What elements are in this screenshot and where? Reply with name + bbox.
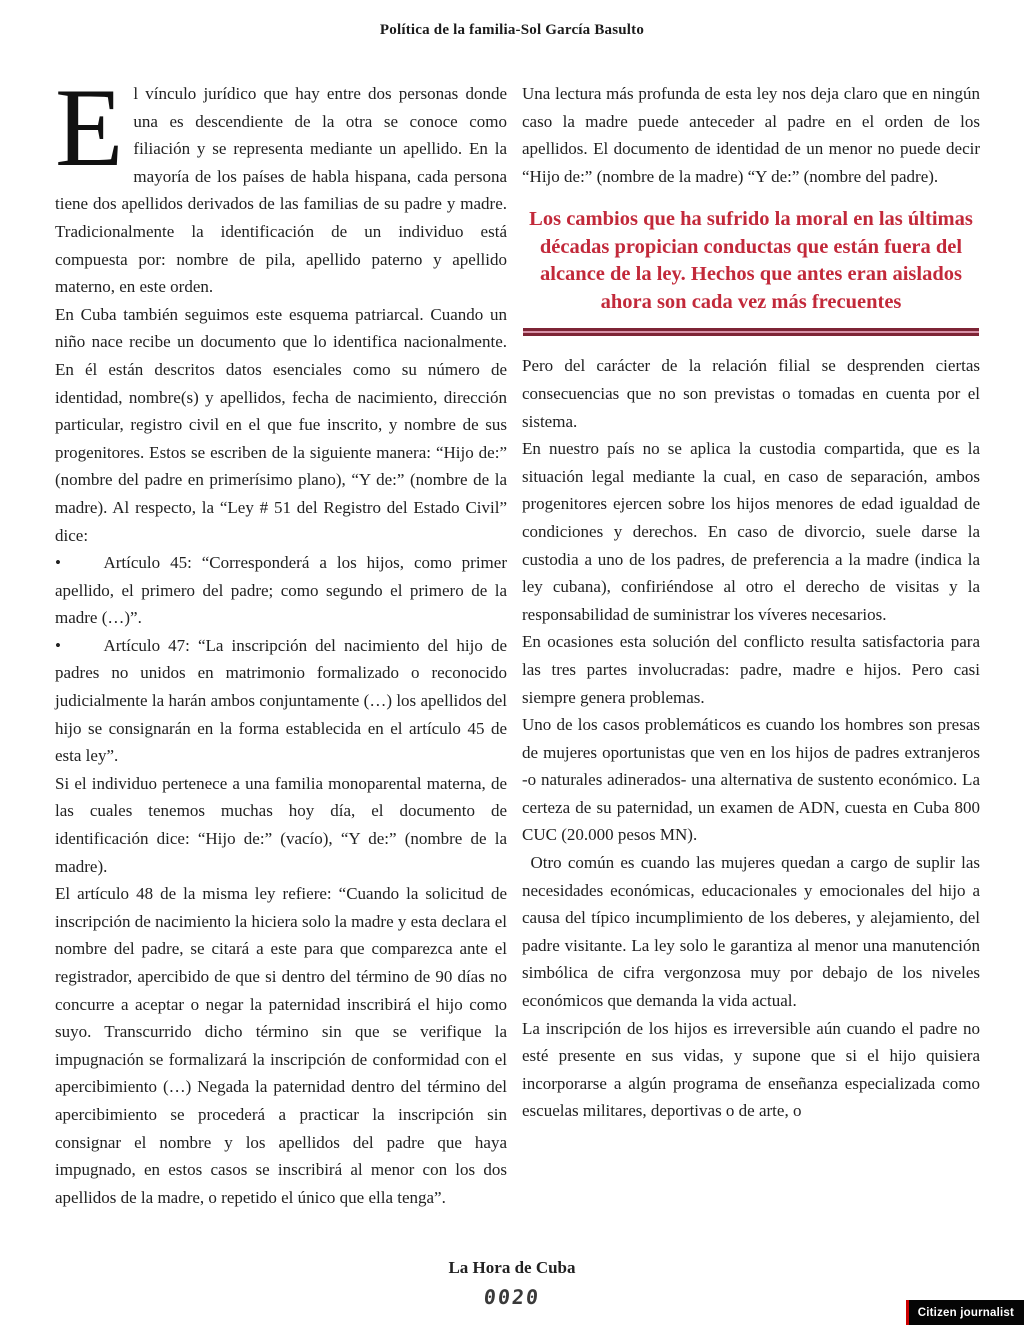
paragraph-intro	[55, 66, 507, 301]
bullet-item-articulo-45: • Artículo 45: “Corresponderá a los hijos, como primer apellido, el primero del padre; como segundo el primero de la madre (…)”.	[55, 553, 507, 628]
bullet-item-articulo-47: • Artículo 47: “La inscripción del nacimiento del hijo de padres no unidos en matrimonio formalizado o reconocido judicialmente la harán ambos conjuntamente (…) los apellidos del hijo se consignarán en la forma establecida en el artículo 45 de esta ley”.	[55, 635, 507, 766]
badge-label: Citizen journalist	[917, 1306, 1014, 1319]
page-title: Política de la familia-Sol García Basulto	[379, 22, 645, 38]
paragraph: En nuestro país no se aplica la custodia compartida, que es la situación legal mediante la cual, en caso de separación, ambos progenitores ejercen sobre los hijos menores de edad igualdad de condiciones y derechos. En caso de divorcio, suele darse la custodia a uno de los padres, de preferencia a la madre (indica la ley cubana), confiriéndose al otro el derecho de visitas y la responsabilidad de suministrar los víveres necesarios.	[522, 439, 980, 624]
paragraph: En Cuba también seguimos este esquema patriarcal. Cuando un niño nace recibe un documento que lo identifica nacionalmente. En él están descritos datos esenciales como su número de identidad, nombre(s) y apellidos, fecha de nacimiento, dirección particular, registro civil en el que fue inscrito, y nombre de sus progenitores. Estos se escriben de la siguiente manera: “Hijo de:” (nombre del padre en primerísimo plano), “Y de:” (nombre de la madre). Al respecto, la “Ley # 51 del Registro del Estado Civil” dice:	[55, 304, 507, 545]
paragraph-intro-text: l vínculo jurídico que hay entre dos personas donde una es descendiente de la otra se conoce como filiación y se representa mediante un apellido. En la mayoría de los países de habla hispana, cada persona tiene dos apellidos derivados de las familias de su padre y madre. Tradicionalmente la identificación de un individuo está compuesta por: nombre de pila, apellido paterno y apellido materno, en este orden.	[55, 84, 507, 297]
article-right-column	[522, 80, 980, 1125]
paragraph: Otro común es cuando las mujeres quedan a cargo de suplir las necesidades económicas, educacionales y emocionales del hijo a causa del típico incumplimiento de los deberes, y alejamiento, del padre visitante. La ley solo le garantiza al menor una manutención simbólica de cifra vergonzosa muy por debajo de los niveles económicos que demanda la vida actual.	[522, 853, 980, 1011]
paragraph: Una lectura más profunda de esta ley nos deja claro que en ningún caso la madre puede anteceder al padre en el orden de los apellidos. El documento de identidad de un menor no puede decir “Hijo de:” (nombre de la madre) “Y de:” (nombre del padre).	[522, 84, 980, 186]
paragraph: La inscripción de los hijos es irreversible aún cuando el padre no esté presente en sus vidas, y supone que si el hijo quisiera incorporarse a algún programa de enseñanza especializada como escuelas militares, deportivas o de arte, o	[522, 1018, 980, 1121]
article-left-column	[55, 66, 507, 1211]
paragraph: Si el individuo pertenece a una familia monoparental materna, de las cuales tenemos muchas hoy día, el documento de identificación dice: “Hijo de:” (vacío), “Y de:” (nombre de la madre).	[55, 773, 507, 876]
paragraph: Pero del carácter de la relación filial se desprenden ciertas consecuencias que no son previstas o tomadas en cuenta por el sistema.	[522, 356, 980, 431]
drop-cap: E	[55, 66, 124, 190]
citizen-journalist-badge	[906, 1300, 1024, 1325]
footer-publication: La Hora de Cuba	[448, 1258, 576, 1277]
section-divider	[523, 328, 979, 336]
paragraph: Uno de los casos problemáticos es cuando los hombres son presas de mujeres oportunistas que ven en los hijos de padres extranjeros -o naturales adinerados- una alternativa de sustento económico. La certeza de su paternidad, un examen de ADN, cuesta en Cuba 800 CUC (20.000 pesos MN).	[522, 715, 980, 845]
pull-quote: Los cambios que ha sufrido la moral en las últimas décadas propician conductas que están fuera del alcance de la ley. Hechos que antes eran aislados ahora son cada vez más frecuentes	[529, 208, 973, 313]
page-number: 0020	[482, 1285, 542, 1309]
paragraph: En ocasiones esta solución del conflicto resulta satisfactoria para las tres partes involucradas: padre, madre e hijos. Pero casi siempre genera problemas.	[522, 632, 980, 707]
paragraph: El artículo 48 de la misma ley refiere: “Cuando la solicitud de inscripción de nacimiento la hiciera solo la madre y esta declara el nombre del padre, se citará a este para que comparezca ante el registrador, apercibido de que si dentro del término de 90 días no concurre a aceptar o negar la paternidad inscribirá el hijo como suyo. Transcurrido dicho término sin que se verifique la impugnación se formalizará la inscripción de conformidad con el apercibimiento (…) Negada la paternidad dentro del término del apercibimiento se procederá a practicar la inscripción sin consignar el nombre y los apellidos del padre que haya impugnado, en estos casos se inscribirá al menor con los dos apellidos de la madre, o repetido el único que ella tenga”.	[55, 884, 507, 1207]
